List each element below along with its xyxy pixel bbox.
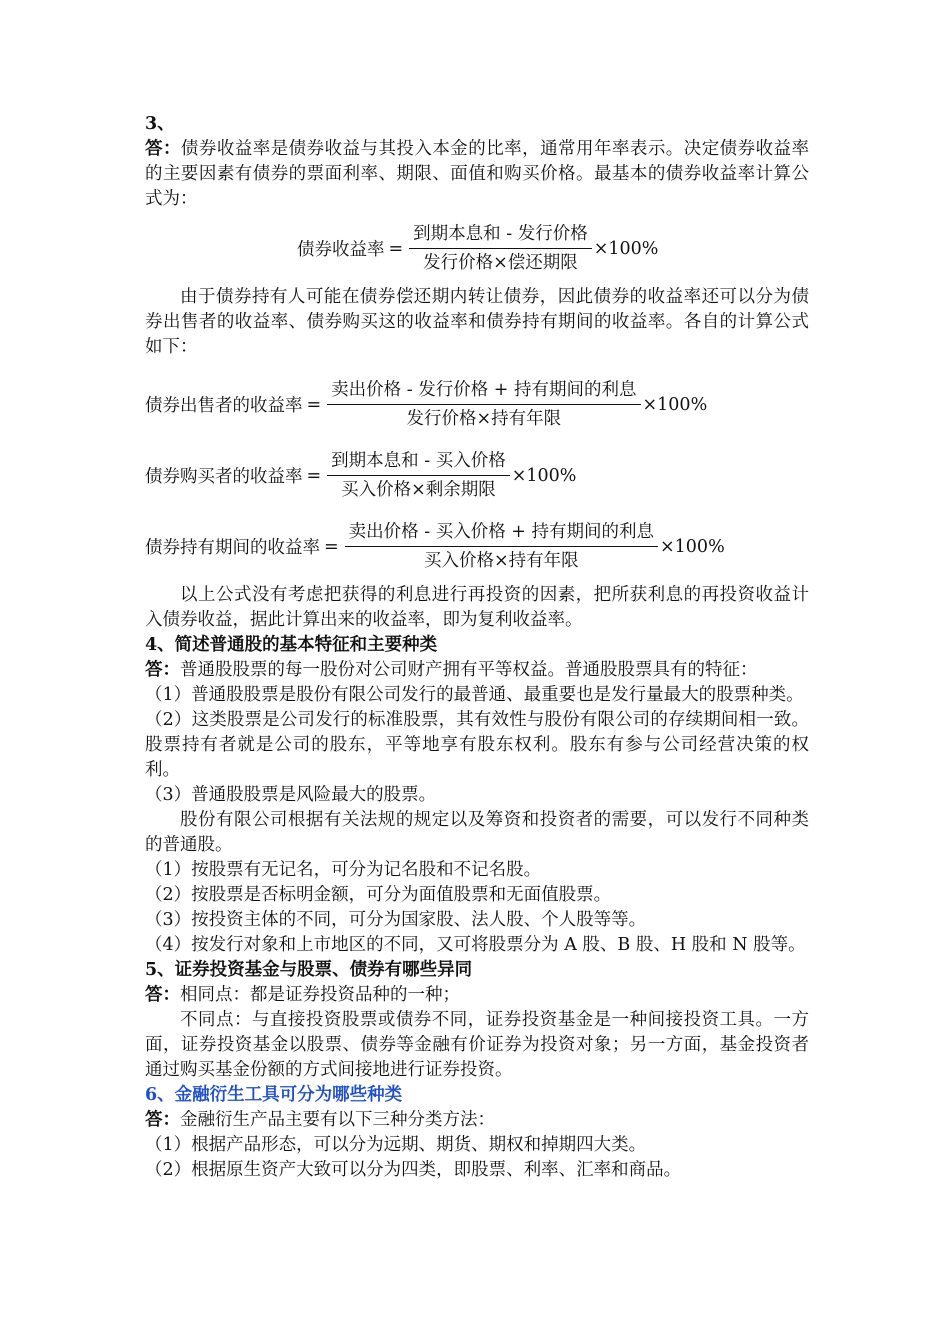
formula-multiplier: ×100% (593, 238, 659, 259)
q3-heading: 3、 (145, 114, 175, 134)
formula-denominator: 买入价格×持有年限 (424, 551, 579, 571)
formula-lhs: 债券出售者的收益率 (145, 396, 303, 416)
formula-denominator: 发行价格×持有年限 (406, 409, 562, 429)
formula-multiplier: ×100% (660, 536, 725, 557)
list-item: （3）按投资主体的不同，可分为国家股、法人股、个人股等等。 (145, 910, 647, 930)
q3-answer (145, 137, 809, 212)
list-item: （4）按发行对象和上市地区的不同，又可将股票分为 A 股、B 股、H 股和 N 股等。 (145, 935, 806, 955)
q5-answer-text: 相同点：都是证券投资品种的一种； (180, 985, 460, 1005)
formula-denominator: 买入价格×剩余期限 (341, 480, 496, 500)
list-item: （1）根据产品形态，可以分为远期、期货、期权和掉期四大类。 (145, 1135, 647, 1155)
formula-fraction (327, 378, 640, 431)
q3-para2: 由于债券持有人可能在债券偿还期内转让债券，因此债券的收益率还可以分为债券出售者的收益率、债券购买这的收益率和债券持有期间的收益率。各自的计算公式如下： (145, 287, 809, 357)
q3-answer-label: 答： (145, 139, 181, 159)
q5-answer-label: 答： (145, 985, 180, 1005)
list-item: （2）根据原生资产大致可以分为四类，即股票、利率、汇率和商品。 (145, 1160, 682, 1180)
list-item: （2）这类股票是公司发行的标准股票，其有效性与股份有限公司的存续期间相一致。股票持有者就是公司的股东，平等地享有股东权利。股东有参与公司经营决策的权利。 (145, 710, 809, 780)
formula-denominator: 发行价格×偿还期限 (423, 253, 578, 273)
q3-para3: 以上公式没有考虑把获得的利息进行再投资的因素，把所获利息的再投资收益计入债券收益，据此计算出来的收益率，即为复利收益率。 (145, 585, 809, 630)
q6-answer-label: 答： (145, 1110, 180, 1130)
formula-seller-yield (145, 378, 809, 431)
formula-eq: = (388, 238, 404, 259)
q4-answer-label: 答： (145, 660, 180, 680)
formula-numerator: 卖出价格 - 买入价格 + 持有期间的利息 (345, 520, 658, 547)
list-item: （1）普通股股票是股份有限公司发行的最普通、最重要也是发行量最大的股票种类。 (145, 685, 804, 705)
q4-answer-text: 普通股股票的每一股份对公司财产拥有平等权益。普通股股票具有的特征： (180, 660, 758, 680)
q3-answer-text: 债券收益率是债券收益与其投入本金的比率，通常用年率表示。决定债券收益率的主要因素有债券的票面利率、期限、面值和购买价格。最基本的债券收益率计算公式为： (145, 139, 810, 209)
q4-heading: 4、简述普通股的基本特征和主要种类 (145, 635, 438, 655)
formula-lhs: 债券购买者的收益率 (145, 467, 303, 487)
list-item: （3）普通股股票是风险最大的股票。 (145, 785, 437, 805)
formula-numerator: 卖出价格 - 发行价格 + 持有期间的利息 (327, 378, 640, 405)
document-page (145, 112, 809, 1183)
formula-numerator: 到期本息和 - 发行价格 (409, 222, 592, 249)
formula-lhs: 债券持有期间的收益率 (145, 538, 320, 558)
q6-answer-text: 金融衍生产品主要有以下三种分类方法： (180, 1110, 495, 1130)
formula-lhs: 债券收益率 (297, 240, 385, 260)
formula-bond-yield (297, 222, 809, 275)
q6-answer (145, 1108, 809, 1133)
list-item: （1）按股票有无记名，可分为记名股和不记名股。 (145, 860, 542, 880)
q4-para2: 股份有限公司根据有关法规的规定以及筹资和投资者的需要，可以发行不同种类的普通股。 (145, 810, 809, 855)
q6-heading: 6、金融衍生工具可分为哪些种类 (145, 1085, 403, 1105)
list-item: （2）按股票是否标明金额，可分为面值股票和无面值股票。 (145, 885, 612, 905)
formula-fraction (345, 520, 658, 573)
formula-fraction (409, 222, 592, 275)
q5-answer (145, 983, 809, 1008)
q5-heading: 5、证券投资基金与股票、债券有哪些异同 (145, 960, 473, 980)
formula-numerator: 到期本息和 - 买入价格 (327, 449, 510, 476)
q4-answer (145, 658, 809, 683)
formula-holding-yield (145, 520, 809, 573)
formula-eq: = (306, 394, 322, 415)
formula-fraction (327, 449, 510, 502)
formula-buyer-yield (145, 449, 809, 502)
formula-multiplier: ×100% (642, 394, 708, 415)
q5-para2: 不同点：与直接投资股票或债券不同，证券投资基金是一种间接投资工具。一方面，证券投资基金以股票、债券等金融有价证券为投资对象；另一方面，基金投资者通过购买基金份额的方式间接地进行证券投资。 (145, 1010, 809, 1080)
formula-eq: = (324, 536, 339, 557)
formula-multiplier: ×100% (511, 465, 577, 486)
formula-eq: = (306, 465, 322, 486)
